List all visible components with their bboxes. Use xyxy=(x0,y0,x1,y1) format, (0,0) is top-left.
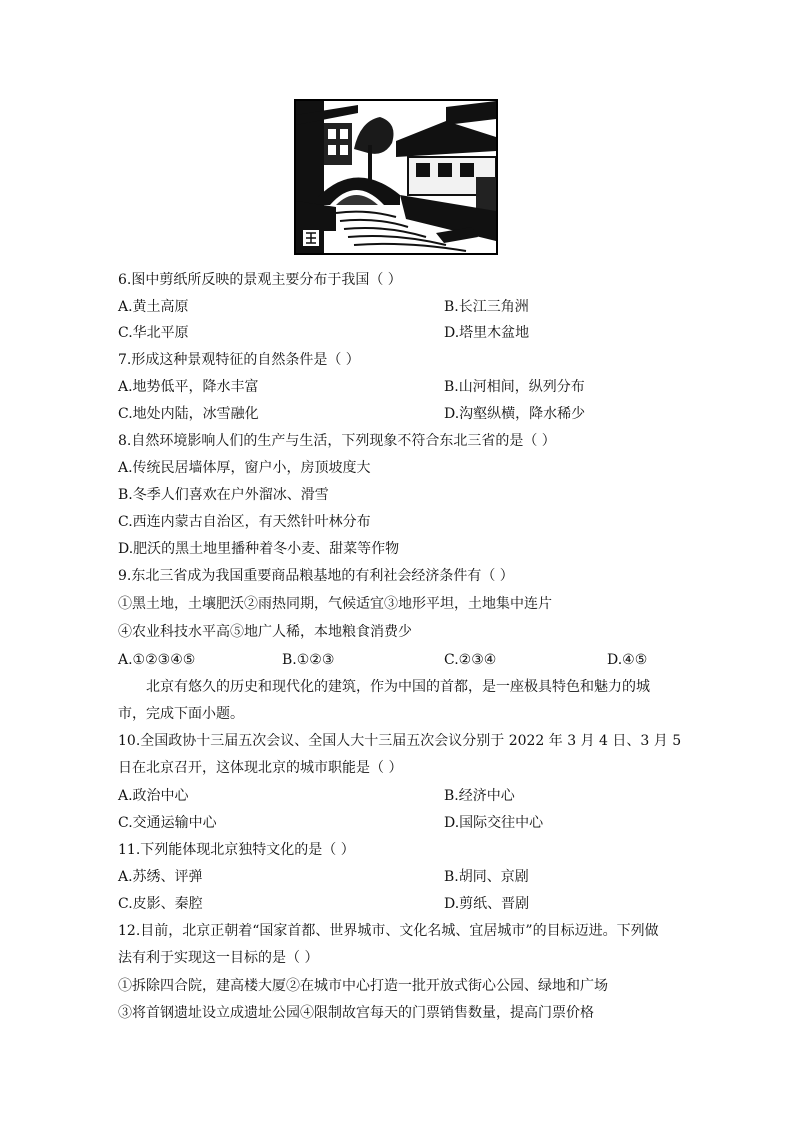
question-7-option-c[interactable]: C.地处内陆，冰雪融化 xyxy=(118,406,259,422)
question-10-stem-1: 10.全国政协十三届五次会议、全国人大十三届五次会议分别于 2022 年 3 月 4 日、3 月 5 xyxy=(118,733,682,749)
question-11-option-c[interactable]: C.皮影、秦腔 xyxy=(118,896,203,912)
question-11-option-b[interactable]: B.胡同、京剧 xyxy=(444,869,529,885)
question-11-stem: 11.下列能体现北京独特文化的是（ ） xyxy=(118,842,355,858)
papercut-water-town-image xyxy=(294,99,498,255)
question-10-option-a[interactable]: A.政治中心 xyxy=(118,788,189,804)
question-9-option-d[interactable]: D.④⑤ xyxy=(607,652,648,668)
question-8-option-b[interactable]: B.冬季人们喜欢在户外溜冰、滑雪 xyxy=(118,487,329,503)
question-11-option-a[interactable]: A.苏绣、评弹 xyxy=(118,869,203,885)
question-10-stem-2: 日在北京召开，这体现北京的城市职能是（ ） xyxy=(118,760,403,776)
question-10-option-d[interactable]: D.国际交往中心 xyxy=(444,815,544,831)
question-9-option-b[interactable]: B.①②③ xyxy=(282,652,335,668)
question-7-option-a[interactable]: A.地势低平，降水丰富 xyxy=(118,379,259,395)
question-12-statements-1: ①拆除四合院，建高楼大厦②在城市中心打造一批开放式街心公园、绿地和广场 xyxy=(118,978,608,994)
question-9-option-c[interactable]: C.②③④ xyxy=(444,652,497,668)
question-10-option-c[interactable]: C.交通运输中心 xyxy=(118,815,217,831)
question-9-stem: 9.东北三省成为我国重要商品粮基地的有利社会经济条件有（ ） xyxy=(118,568,514,584)
question-10-option-b[interactable]: B.经济中心 xyxy=(444,788,515,804)
question-6-option-d[interactable]: D.塔里木盆地 xyxy=(444,325,530,341)
question-9-statements-2: ④农业科技水平高⑤地广人稀，本地粮食消费少 xyxy=(118,624,412,640)
question-9-statements-1: ①黑土地，土壤肥沃②雨热同期，气候适宜③地形平坦，土地集中连片 xyxy=(118,596,552,612)
question-9-option-a[interactable]: A.①②③④⑤ xyxy=(118,652,196,668)
passage-line-1: 北京有悠久的历史和现代化的建筑，作为中国的首都，是一座极具特色和魅力的城 xyxy=(146,679,650,695)
question-7-option-d[interactable]: D.沟壑纵横，降水稀少 xyxy=(444,406,586,422)
question-12-stem-1: 12.目前，北京正朝着“国家首都、世界城市、文化名城、宜居城市”的目标迈进。下列做 xyxy=(118,923,659,939)
question-8-option-d[interactable]: D.肥沃的黑土地里播种着冬小麦、甜菜等作物 xyxy=(118,541,400,557)
question-6-stem: 6.图中剪纸所反映的景观主要分布于我国（ ） xyxy=(118,272,402,288)
question-8-option-a[interactable]: A.传统民居墙体厚，窗户小，房顶坡度大 xyxy=(118,460,371,476)
passage-line-2: 市，完成下面小题。 xyxy=(118,706,244,722)
question-7-option-b[interactable]: B.山河相间，纵列分布 xyxy=(444,379,585,395)
question-11-option-d[interactable]: D.剪纸、晋剧 xyxy=(444,896,530,912)
question-7-stem: 7.形成这种景观特征的自然条件是（ ） xyxy=(118,352,360,368)
question-6-option-a[interactable]: A.黄土高原 xyxy=(118,299,189,315)
question-12-stem-2: 法有利于实现这一目标的是（ ） xyxy=(118,950,319,966)
question-6-option-b[interactable]: B.长江三角洲 xyxy=(444,299,529,315)
question-12-statements-2: ③将首钢遗址设立成遗址公园④限制故宫每天的门票销售数量，提高门票价格 xyxy=(118,1005,594,1021)
question-8-stem: 8.自然环境影响人们的生产与生活，下列现象不符合东北三省的是（ ） xyxy=(118,433,556,449)
question-6-option-c[interactable]: C.华北平原 xyxy=(118,325,189,341)
question-8-option-c[interactable]: C.西连内蒙古自治区，有天然针叶林分布 xyxy=(118,514,371,530)
